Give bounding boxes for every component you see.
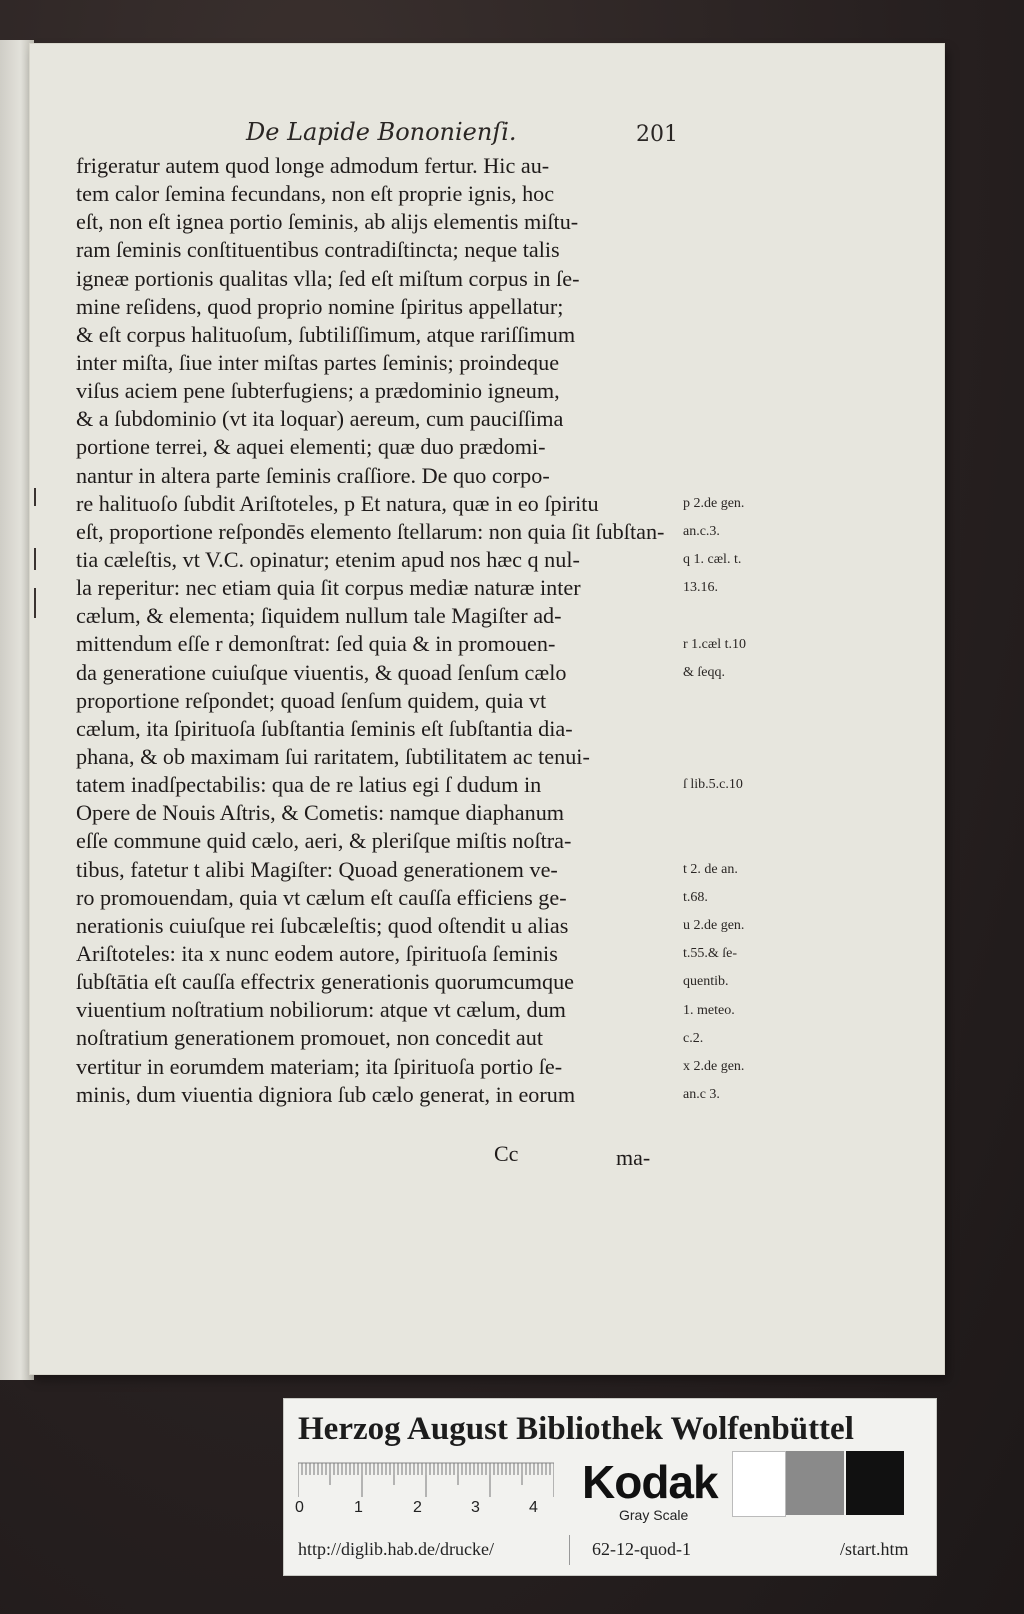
marginal-note: t.55.& ſe-	[683, 946, 738, 962]
text-line: Ariſtoteles: ita x nunc eodem autore, ſpirituoſa ſeminis	[76, 940, 558, 966]
text-line: inter miſta, ſiue inter miſtas partes ſeminis; proindeque	[76, 349, 560, 375]
ruler-number: 1	[354, 1499, 363, 1516]
text-line: da generatione cuiuſque viuentis, & quoad ſenſum cælo	[76, 659, 567, 685]
text-line: portione terrei, & aquei elementi; quæ duo prædomi-	[76, 434, 546, 460]
text-line: nantur in altera parte ſeminis craſſiore. De quo corpo-	[76, 462, 550, 488]
marginal-note: an.c 3.	[683, 1086, 720, 1102]
text-line: frigeratur autem quod longe admodum fertur. Hic au-	[76, 153, 550, 178]
margin-mark	[34, 488, 36, 506]
url-base: http://diglib.hab.de/drucke/	[298, 1539, 494, 1559]
text-line: proportione reſpondet; quoad ſenſum quidem, quia vt	[76, 687, 547, 713]
text-line: ro promouendam, quia vt cælum eſt cauſſa efficiens ge-	[76, 884, 567, 910]
text-line: ram ſeminis conſtituentibus contradiſtincta; neque talis	[76, 237, 560, 263]
marginal-note: u 2.de gen.	[683, 918, 745, 934]
marginal-note: r 1.cæl t.10	[683, 636, 746, 652]
text-line: viuentium noſtratium nobiliorum: atque vt cælum, dum	[76, 997, 566, 1023]
running-title: De Lapide Bononienſi.	[246, 118, 517, 146]
white-patch	[732, 1451, 786, 1517]
marginal-note: ſ lib.5.c.10	[683, 777, 743, 793]
signature-mark: Cc	[494, 1141, 519, 1166]
text-line: ſubſtātia eſt cauſſa effectrix generationis quorumcumque	[76, 969, 575, 995]
text-line: re halituoſo ſubdit Ariſtoteles, p Et natura, quæ in eo ſpiritu	[76, 490, 599, 516]
text-line: phana, & ob maximam ſui raritatem, ſubtilitatem ac tenui-	[76, 743, 590, 769]
text-line: tibus, fatetur t alibi Magiſter: Quoad generationem ve-	[76, 856, 558, 882]
text-line: cælum, & elementa; ſiquidem nullum tale Magiſter ad-	[76, 603, 562, 629]
marginal-note: t 2. de an.	[683, 861, 738, 877]
ruler-number: 2	[413, 1499, 422, 1516]
text-line: mittendum eſſe r demonſtrat: ſed quia & in promouen-	[76, 631, 556, 657]
body-text	[76, 152, 686, 1109]
marginal-note: 13.16.	[683, 580, 718, 596]
marginal-note: & ſeqq.	[683, 664, 725, 680]
text-line: cælum, ita ſpirituoſa ſubſtantia ſeminis eſt ſubſtantia dia-	[76, 715, 573, 741]
text-line: igneæ portionis qualitas vlla; ſed eſt miſtum corpus in ſe-	[76, 265, 580, 291]
divider	[569, 1535, 570, 1565]
url-suffix: /start.htm	[840, 1539, 909, 1559]
text-line: eſt, proportione reſpondēs elemento ſtellarum: non quia ſit ſubſtan-	[76, 518, 665, 544]
text-line: eſſe commune quid cælo, aeri, & pleriſque miſtis noſtra-	[76, 828, 572, 854]
text-line: Opere de Nouis Aſtris, & Cometis: namque diaphanum	[76, 800, 565, 826]
catch-line	[0, 1141, 1024, 1171]
catchword: ma-	[616, 1145, 651, 1170]
margin-mark	[34, 548, 36, 570]
text-line: mine reſidens, quod proprio nomine ſpiritus appellatur;	[76, 293, 564, 319]
marginal-note: x 2.de gen.	[683, 1058, 745, 1074]
text-line: & eſt corpus halituoſum, ſubtiliſſimum, atque rariſſimum	[76, 321, 576, 347]
facing-page-edge	[0, 40, 34, 1380]
text-line: tem calor ſemina fecundans, non eſt proprie ignis, hoc	[76, 181, 555, 207]
marginal-note: t.68.	[683, 889, 708, 905]
shelfmark: 62-12-quod-1	[592, 1539, 691, 1559]
marginal-note: 1. meteo.	[683, 1002, 735, 1018]
marginal-note: q 1. cæl. t.	[683, 552, 742, 568]
marginal-note: an.c.3.	[683, 523, 720, 539]
gray-scale-label: Gray Scale	[619, 1507, 689, 1523]
text-line: noſtratium generationem promouet, non concedit aut	[76, 1025, 544, 1051]
marginal-note: quentib.	[683, 974, 729, 990]
text-line: la reperitur: nec etiam quia ſit corpus mediæ naturæ inter	[76, 575, 581, 601]
marginal-note: c.2.	[683, 1030, 704, 1046]
black-patch	[846, 1451, 904, 1515]
url-row	[284, 1531, 936, 1571]
text-line: vertitur in eorumdem materiam; ita ſpirituoſa portio ſe-	[76, 1053, 563, 1079]
kodak-logo: Kodak	[582, 1456, 718, 1508]
ruler-scale	[298, 1461, 554, 1501]
ruler-number: 0	[295, 1499, 304, 1516]
gray-patch	[786, 1451, 844, 1515]
ruler-number: 3	[471, 1499, 480, 1516]
text-line: tatem inadſpectabilis: qua de re latius egi ſ dudum in	[76, 772, 542, 798]
library-label	[283, 1398, 937, 1576]
library-name: Herzog August Bibliothek Wolfenbüttel	[298, 1411, 854, 1447]
text-line: nerationis cuiuſque rei ſubcæleſtis; quod oſtendit u alias	[76, 912, 569, 938]
margin-mark	[34, 588, 36, 618]
text-line: viſus aciem pene ſubterfugiens; a prædominio igneum,	[76, 378, 560, 404]
ruler-number: 4	[529, 1499, 538, 1516]
text-line: tia cæleſtis, vt V.C. opinatur; etenim apud nos hæc q nul-	[76, 546, 580, 572]
text-line: & a ſubdominio (vt ita loquar) aereum, cum pauciſſima	[76, 406, 564, 432]
text-line: eſt, non eſt ignea portio ſeminis, ab alijs elementis miſtu-	[76, 209, 579, 235]
text-line: minis, dum viuentia digniora ſub cælo generat, in eorum	[76, 1081, 576, 1107]
folio-number: 201	[636, 122, 678, 147]
marginal-note: p 2.de gen.	[683, 495, 745, 511]
